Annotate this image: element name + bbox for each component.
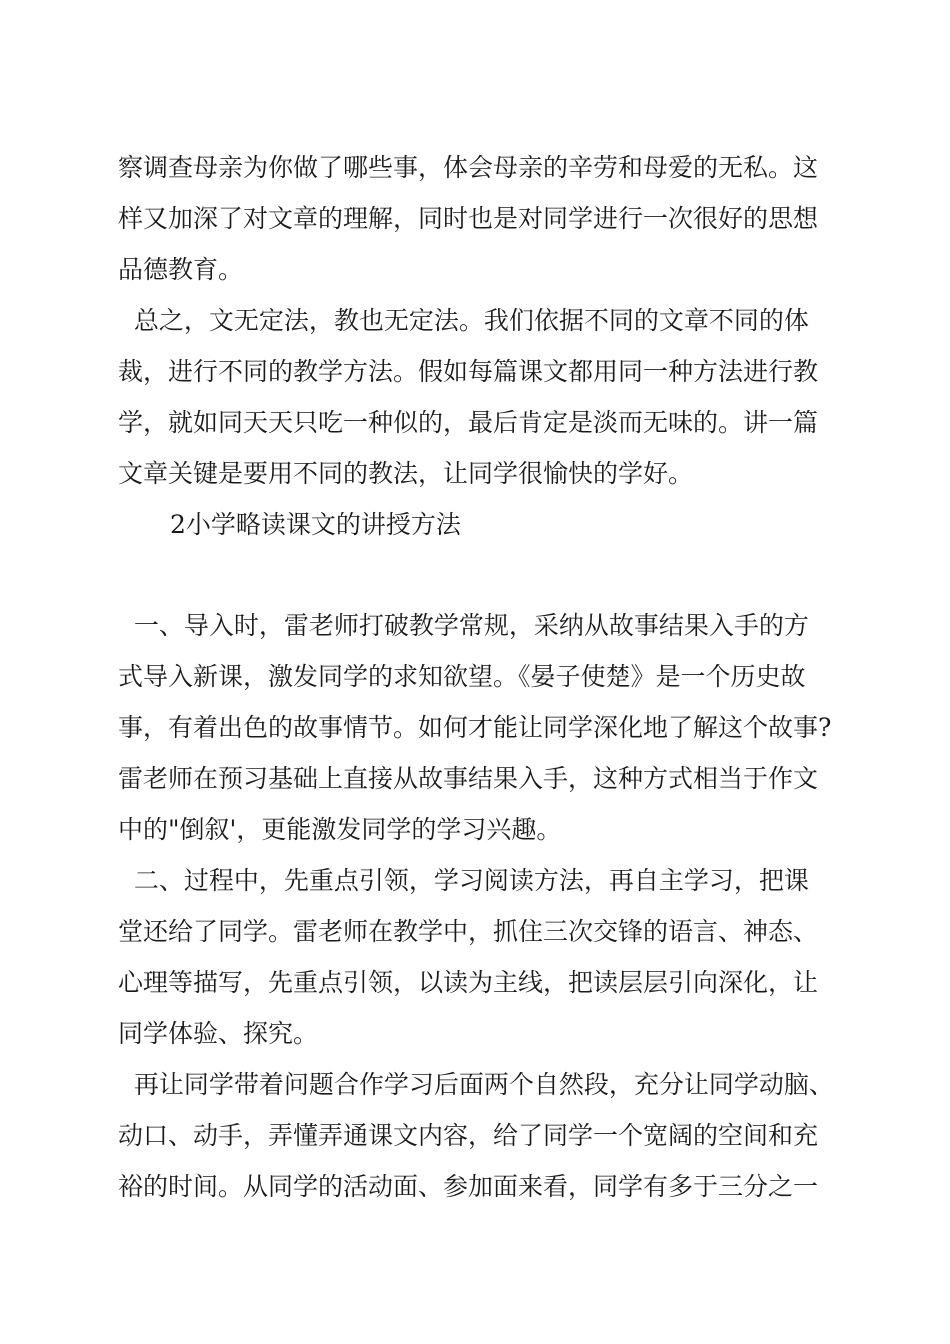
text-line: 裁，进行不同的教学方法。假如每篇课文都用同一种方法进行教: [118, 357, 819, 386]
text-line: 中的"倒叙'，更能激发同学的学习兴趣。: [118, 815, 562, 844]
text-line: 式导入新课，激发同学的求知欲望。《晏子使楚》是一个历史故: [118, 662, 806, 691]
text-line: 学，就如同天天只吃一种似的，最后肯定是淡而无味的。讲一篇: [118, 408, 819, 437]
text-line: 再让同学带着问题合作学习后面两个自然段，充分让同学动脑、: [118, 1070, 834, 1099]
text-line: 样又加深了对文章的理解，同时也是对同学进行一次很好的思想: [118, 204, 819, 233]
text-line: 二、过程中，先重点引领，学习阅读方法，再自主学习，把课: [118, 866, 809, 895]
text-line: 总之，文无定法，教也无定法。我们依据不同的文章不同的体: [118, 306, 809, 335]
text-line: 一、导入时，雷老师打破教学常规，采纳从故事结果入手的方: [118, 611, 809, 640]
text-line: 察调查母亲为你做了哪些事，体会母亲的辛劳和母爱的无私。这: [118, 153, 819, 182]
text-line: 文章关键是要用不同的教法，让同学很愉快的学好。: [118, 459, 694, 488]
text-line: 同学体验、探究。: [118, 1019, 319, 1048]
section-heading: 2小学略读课文的讲授方法: [170, 510, 461, 539]
text-line: 品德教育。: [118, 255, 244, 284]
text-line: 事，有着出色的故事情节。如何才能让同学深化地了解这个故事?: [118, 713, 832, 742]
text-line: 雷老师在预习基础上直接从故事结果入手，这种方式相当于作文: [118, 764, 819, 793]
text-line: 裕的时间。从同学的活动面、参加面来看，同学有多于三分之一: [118, 1172, 819, 1201]
text-line: 心理等描写，先重点引领，以读为主线，把读层层引向深化，让: [118, 968, 819, 997]
text-line: 堂还给了同学。雷老师在教学中，抓住三次交锋的语言、神态、: [118, 917, 819, 946]
text-line: 动口、动手，弄懂弄通课文内容，给了同学一个宽阔的空间和充: [118, 1121, 819, 1150]
